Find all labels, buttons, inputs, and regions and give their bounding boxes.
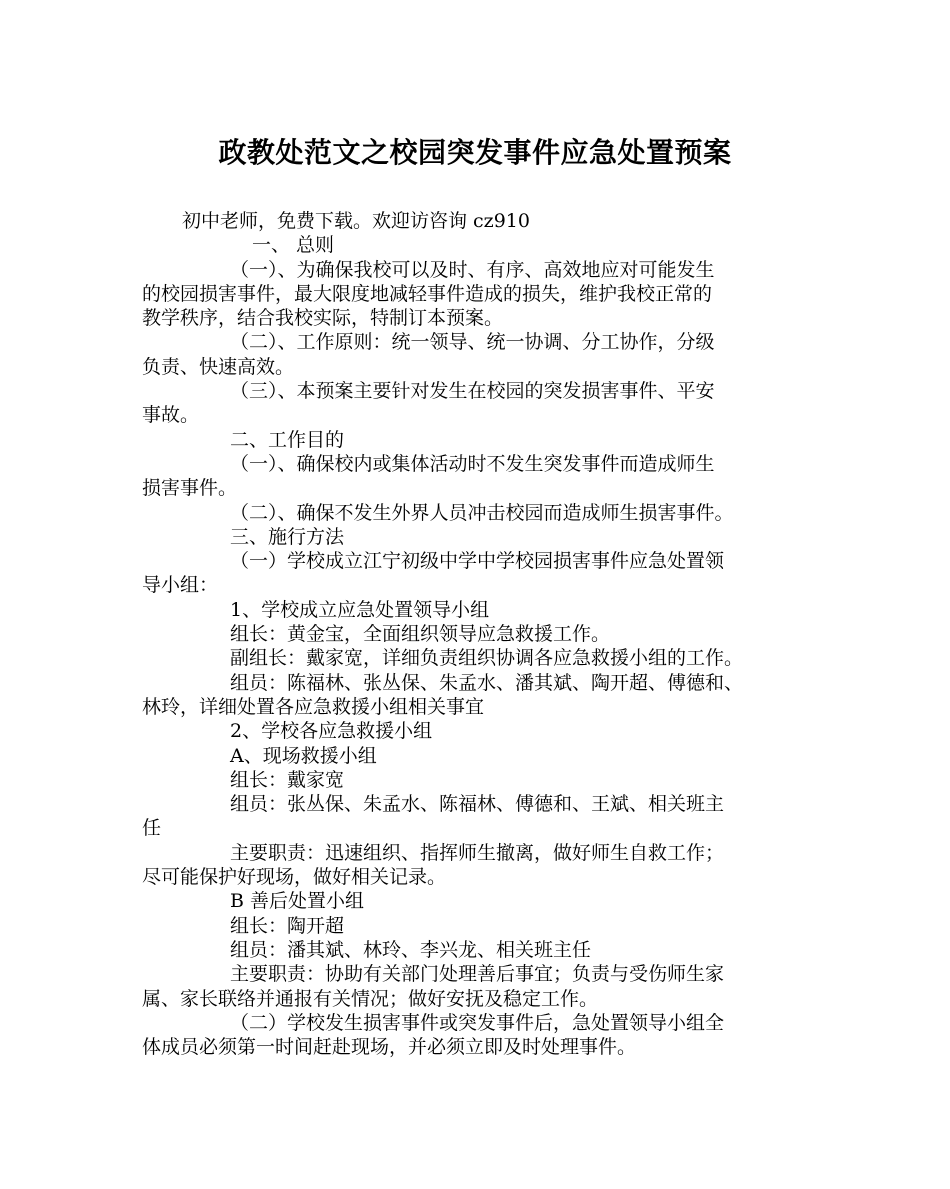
text-line: 主要职责：迅速组织、指挥师生撤离，做好师生自救工作； [230, 841, 725, 864]
text-line: 2、学校各应急救援小组 [230, 720, 433, 743]
text-line: 导小组： [142, 574, 219, 597]
text-line: 组长：陶开超 [230, 914, 345, 937]
text-line: 组长：戴家宽 [230, 768, 345, 791]
document-body [142, 209, 814, 1059]
text-line: 组员：陈福林、张丛保、朱孟水、潘其斌、陶开超、傅德和、 [230, 671, 744, 694]
text-line: 副组长：戴家宽，详细负责组织协调各应急救援小组的工作。 [230, 647, 744, 670]
text-line: 事故。 [142, 404, 200, 427]
text-line: 三、施行方法 [230, 525, 345, 548]
text-line: 一、 总则 [252, 234, 335, 257]
text-line: 的校园损害事件，最大限度地减轻事件造成的损失，维护我校正常的 [142, 282, 713, 305]
text-line: 损害事件。 [142, 477, 238, 500]
text-line: （二）、确保不发生外界人员冲击校园而造成师生损害事件。 [230, 501, 734, 524]
text-line: （一）、确保校内或集体活动时不发生突发事件而造成师生 [230, 452, 715, 475]
text-line: （二）学校发生损害事件或突发事件后，急处置领导小组全 [230, 1011, 725, 1034]
text-line: 二、工作目的 [230, 428, 345, 451]
text-line: 体成员必须第一时间赶赴现场，并必须立即及时处理事件。 [142, 1036, 637, 1059]
text-line: 组员：潘其斌、林玲、李兴龙、相关班主任 [230, 938, 592, 961]
text-line: 1、学校成立应急处置领导小组 [230, 598, 490, 621]
text-line: 主要职责：协助有关部门处理善后事宜；负责与受伤师生家 [230, 963, 725, 986]
text-line: B 善后处置小组 [230, 890, 365, 913]
text-line: 林玲，详细处置各应急救援小组相关事宜 [142, 695, 485, 718]
document-title: 政教处范文之校园突发事件应急处置预案 [218, 136, 732, 169]
text-line: （三）、本预案主要针对发生在校园的突发损害事件、平安 [230, 380, 715, 403]
text-line: （一）学校成立江宁初级中学中学校园损害事件应急处置领 [230, 550, 725, 573]
text-line: （一）、为确保我校可以及时、有序、高效地应对可能发生 [230, 258, 715, 281]
text-line: （二）、工作原则：统一领导、统一协调、分工协作，分级 [230, 331, 715, 354]
text-line: 初中老师，免费下载。欢迎访咨询 cz910 [182, 210, 530, 232]
text-line: 尽可能保护好现场，做好相关记录。 [142, 866, 447, 889]
text-line: 负责、快速高效。 [142, 355, 295, 378]
text-line: A、现场救援小组 [230, 744, 377, 767]
text-line: 组长：黄金宝，全面组织领导应急救援工作。 [230, 623, 611, 646]
text-line: 属、家长联络并通报有关情况；做好安抚及稳定工作。 [142, 987, 599, 1010]
text-line: 组员：张丛保、朱孟水、陈福林、傅德和、王斌、相关班主 [230, 793, 725, 816]
text-line: 任 [142, 817, 162, 840]
text-line: 教学秩序，结合我校实际，特制订本预案。 [142, 307, 504, 330]
